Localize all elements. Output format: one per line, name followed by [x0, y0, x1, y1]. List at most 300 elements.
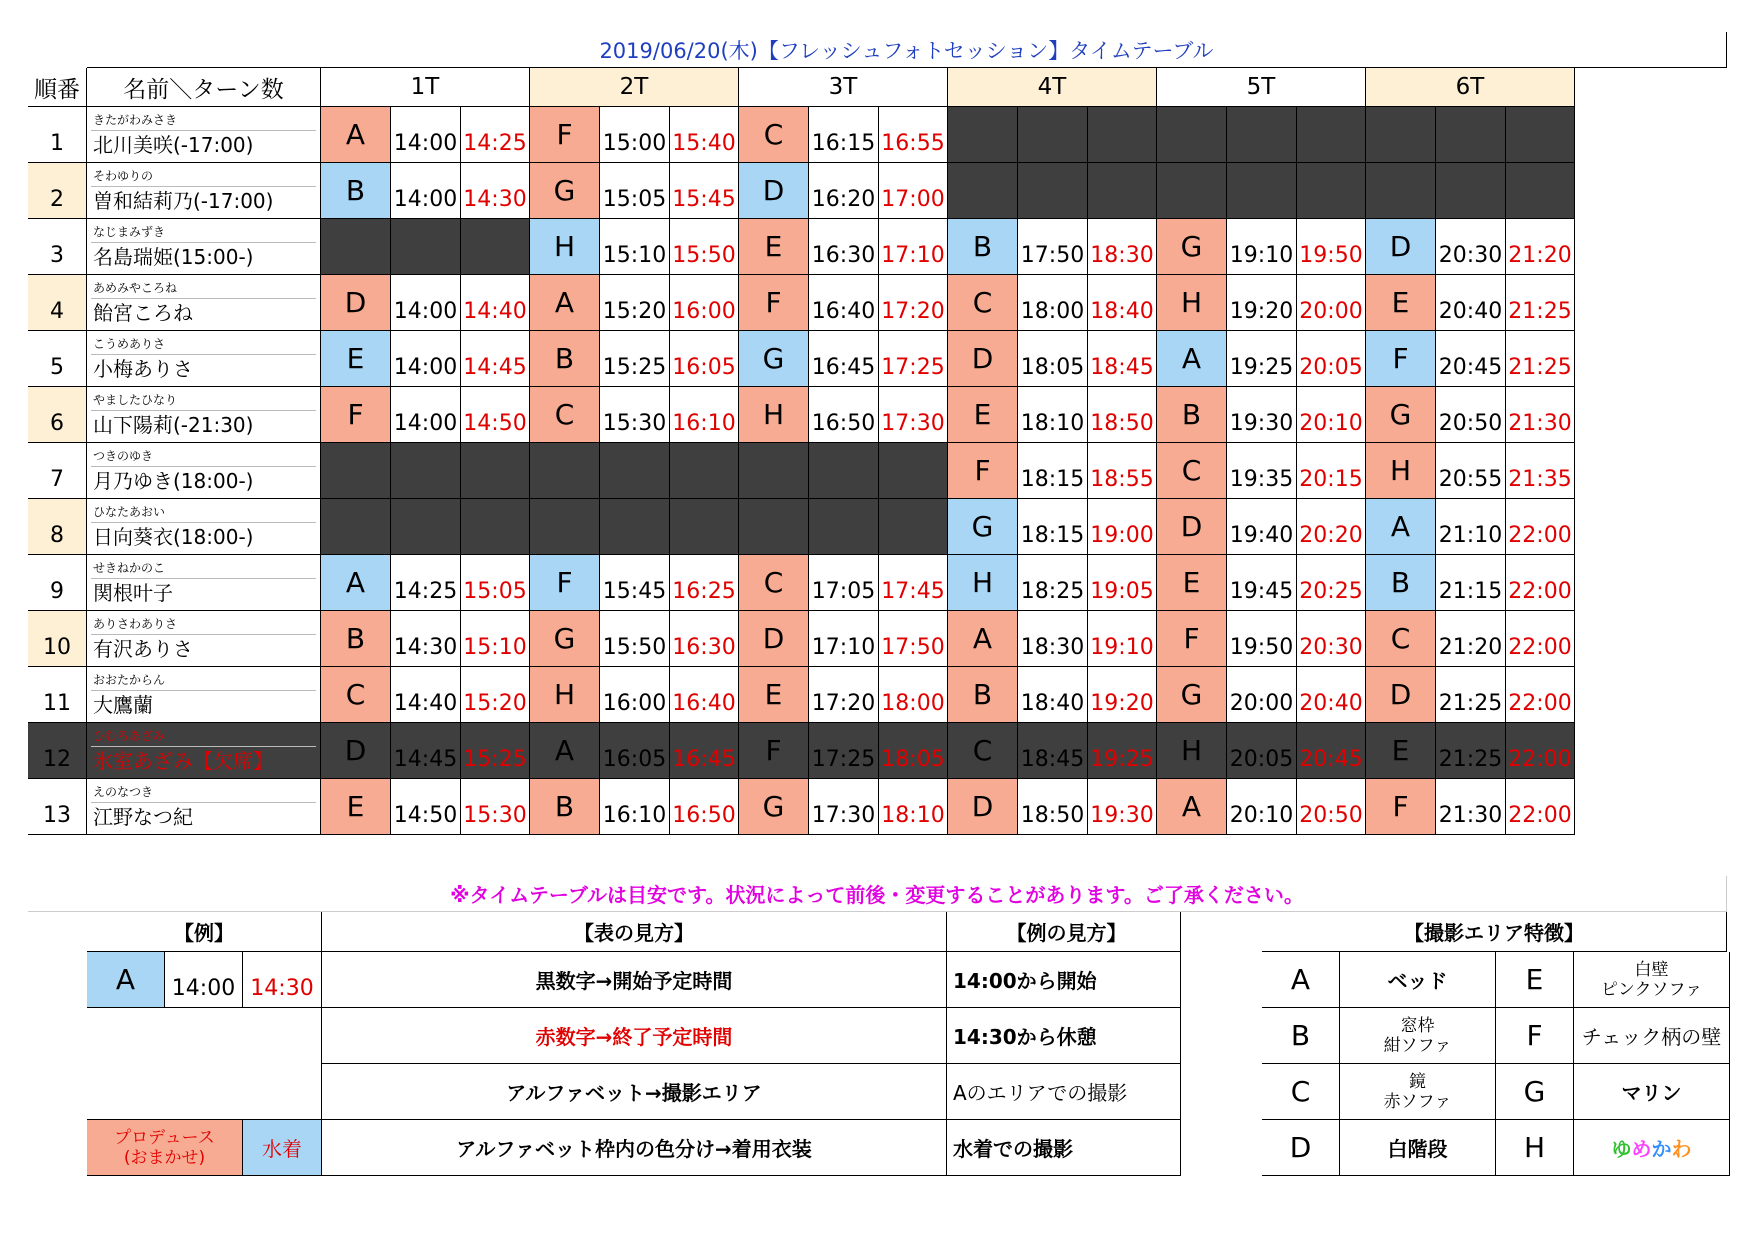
slot-start-time: 20:05	[1227, 723, 1297, 779]
row-name	[87, 275, 321, 331]
row-furigana: えのなつき	[93, 785, 154, 799]
row-performer-name: 大鷹蘭	[93, 693, 153, 717]
slot-area-letter: E	[739, 219, 809, 275]
slot-end-time: 21:35	[1506, 443, 1575, 499]
blocked-slot	[461, 219, 530, 275]
row-name	[87, 219, 321, 275]
row-number: 10	[28, 611, 87, 667]
slot-start-time: 20:10	[1227, 779, 1297, 835]
slot-area-letter: H	[1157, 723, 1227, 779]
slot-end-time: 22:00	[1506, 723, 1575, 779]
slot-area-letter: H	[1157, 275, 1227, 331]
slot-end-time: 16:40	[670, 667, 739, 723]
row-furigana: そわゆりの	[93, 169, 154, 183]
slot-area-letter: G	[739, 331, 809, 387]
slot-area-letter: D	[948, 331, 1018, 387]
row-name	[87, 331, 321, 387]
blocked-slot	[809, 443, 879, 499]
slot-area-letter: F	[1366, 331, 1436, 387]
header-order: 順番	[28, 68, 87, 107]
slot-start-time: 15:45	[600, 555, 670, 611]
slot-area-letter: B	[948, 219, 1018, 275]
slot-area-letter: A	[1157, 779, 1227, 835]
legend-how-to-read-header: 【表の見方】	[322, 912, 947, 952]
slot-area-letter: B	[948, 667, 1018, 723]
slot-end-time: 17:20	[879, 275, 948, 331]
row-name	[87, 723, 321, 779]
row-furigana: おおたからん	[93, 673, 166, 687]
slot-area-letter: D	[1157, 499, 1227, 555]
slot-end-time: 19:20	[1088, 667, 1157, 723]
slot-area-letter: G	[1366, 387, 1436, 443]
slot-start-time: 16:15	[809, 107, 879, 163]
slot-start-time: 14:00	[391, 163, 461, 219]
slot-end-time: 14:40	[461, 275, 530, 331]
legend-produce-swatch	[87, 1120, 243, 1176]
slot-start-time: 15:10	[600, 219, 670, 275]
slot-start-time: 19:25	[1227, 331, 1297, 387]
slot-start-time: 15:05	[600, 163, 670, 219]
slot-end-time: 20:40	[1297, 667, 1366, 723]
row-number: 13	[28, 779, 87, 835]
blocked-slot	[1436, 107, 1506, 163]
slot-area-letter: A	[530, 275, 600, 331]
slot-end-time: 19:30	[1088, 779, 1157, 835]
legend-example-blank	[87, 1008, 322, 1120]
slot-end-time: 16:05	[670, 331, 739, 387]
row-furigana: ひなたあおい	[93, 505, 166, 519]
row-name	[87, 387, 321, 443]
slot-area-letter: F	[530, 107, 600, 163]
blocked-slot	[461, 443, 530, 499]
area-description: ベッド	[1340, 952, 1496, 1008]
sheet-title: 2019/06/20(木)【フレッシュフォトセッション】タイムテーブル	[87, 32, 1727, 68]
slot-area-letter: E	[1366, 275, 1436, 331]
slot-end-time: 20:25	[1297, 555, 1366, 611]
legend-example-start: 14:00	[165, 952, 243, 1008]
slot-start-time: 21:25	[1436, 723, 1506, 779]
slot-end-time: 17:45	[879, 555, 948, 611]
slot-end-time: 16:50	[670, 779, 739, 835]
slot-start-time: 14:00	[391, 107, 461, 163]
slot-area-letter: C	[321, 667, 391, 723]
slot-area-letter: H	[948, 555, 1018, 611]
slot-start-time: 20:50	[1436, 387, 1506, 443]
slot-end-time: 18:05	[879, 723, 948, 779]
slot-end-time: 16:25	[670, 555, 739, 611]
row-number: 11	[28, 667, 87, 723]
legend-swimsuit-swatch	[243, 1120, 322, 1176]
legend-produce-label: プロデュース (おまかせ)	[114, 1127, 215, 1168]
slot-start-time: 19:10	[1227, 219, 1297, 275]
slot-end-time: 20:45	[1297, 723, 1366, 779]
slot-end-time: 20:15	[1297, 443, 1366, 499]
slot-area-letter: B	[321, 163, 391, 219]
slot-area-letter: C	[739, 555, 809, 611]
slot-start-time: 19:30	[1227, 387, 1297, 443]
slot-end-time: 22:00	[1506, 667, 1575, 723]
slot-end-time: 16:30	[670, 611, 739, 667]
legend-how-to-read: 赤数字→終了予定時間	[322, 1008, 947, 1064]
legend-example-reading: Aのエリアでの撮影	[947, 1064, 1181, 1120]
slot-start-time: 21:30	[1436, 779, 1506, 835]
slot-area-letter: H	[530, 667, 600, 723]
slot-area-letter: E	[1157, 555, 1227, 611]
slot-end-time: 15:25	[461, 723, 530, 779]
blocked-slot	[600, 499, 670, 555]
header-name-turns: 名前＼ターン数	[87, 68, 321, 107]
slot-start-time: 14:00	[391, 275, 461, 331]
slot-area-letter: G	[948, 499, 1018, 555]
slot-end-time: 15:40	[670, 107, 739, 163]
slot-start-time: 16:10	[600, 779, 670, 835]
area-description-text: 白壁 ピンクソファ	[1600, 959, 1703, 1000]
slot-start-time: 16:40	[809, 275, 879, 331]
slot-start-time: 18:40	[1018, 667, 1088, 723]
slot-start-time: 16:30	[809, 219, 879, 275]
slot-end-time: 16:00	[670, 275, 739, 331]
slot-area-letter: E	[1366, 723, 1436, 779]
row-number: 1	[28, 107, 87, 163]
slot-end-time: 17:00	[879, 163, 948, 219]
slot-area-letter: D	[321, 275, 391, 331]
slot-area-letter: E	[321, 779, 391, 835]
slot-end-time: 14:30	[461, 163, 530, 219]
row-number: 7	[28, 443, 87, 499]
slot-area-letter: A	[321, 107, 391, 163]
slot-area-letter: B	[530, 779, 600, 835]
slot-start-time: 14:25	[391, 555, 461, 611]
slot-start-time: 17:10	[809, 611, 879, 667]
slot-start-time: 20:00	[1227, 667, 1297, 723]
slot-start-time: 20:55	[1436, 443, 1506, 499]
blocked-slot	[1297, 163, 1366, 219]
slot-start-time: 14:45	[391, 723, 461, 779]
blocked-slot	[321, 443, 391, 499]
blocked-slot	[391, 499, 461, 555]
slot-end-time: 18:30	[1088, 219, 1157, 275]
area-description: ゆ め か わ	[1574, 1120, 1730, 1176]
row-furigana: なじまみずき	[93, 225, 166, 239]
slot-area-letter: E	[739, 667, 809, 723]
turn-header-6: 6T	[1366, 68, 1575, 107]
slot-start-time: 20:30	[1436, 219, 1506, 275]
row-name	[87, 667, 321, 723]
slot-start-time: 19:35	[1227, 443, 1297, 499]
slot-end-time: 20:10	[1297, 387, 1366, 443]
slot-end-time: 21:30	[1506, 387, 1575, 443]
slot-end-time: 22:00	[1506, 611, 1575, 667]
slot-start-time: 18:30	[1018, 611, 1088, 667]
slot-end-time: 19:10	[1088, 611, 1157, 667]
slot-area-letter: D	[1366, 219, 1436, 275]
turn-header-3: 3T	[739, 68, 948, 107]
slot-start-time: 19:20	[1227, 275, 1297, 331]
slot-end-time: 16:55	[879, 107, 948, 163]
slot-area-letter: C	[948, 275, 1018, 331]
row-number: 12	[28, 723, 87, 779]
blocked-slot	[1297, 107, 1366, 163]
legend-how-to-read: アルファベット→撮影エリア	[322, 1064, 947, 1120]
legend-how-to-read: 黒数字→開始予定時間	[322, 952, 947, 1008]
blocked-slot	[1366, 163, 1436, 219]
slot-start-time: 19:40	[1227, 499, 1297, 555]
slot-end-time: 14:50	[461, 387, 530, 443]
slot-area-letter: H	[530, 219, 600, 275]
row-furigana: せきねかのこ	[93, 561, 166, 575]
area-description: 白階段	[1340, 1120, 1496, 1176]
slot-start-time: 18:10	[1018, 387, 1088, 443]
slot-area-letter: F	[739, 723, 809, 779]
slot-end-time: 15:20	[461, 667, 530, 723]
slot-end-time: 21:20	[1506, 219, 1575, 275]
slot-end-time: 14:25	[461, 107, 530, 163]
blocked-slot	[809, 499, 879, 555]
slot-end-time: 20:20	[1297, 499, 1366, 555]
blocked-slot	[530, 443, 600, 499]
slot-end-time: 19:05	[1088, 555, 1157, 611]
area-letter: A	[1262, 952, 1340, 1008]
slot-start-time: 17:25	[809, 723, 879, 779]
row-performer-name: 山下陽莉(-21:30)	[93, 413, 254, 437]
slot-start-time: 17:50	[1018, 219, 1088, 275]
row-performer-name: 氷室あざみ【欠席】	[93, 749, 273, 773]
slot-start-time: 17:20	[809, 667, 879, 723]
slot-area-letter: B	[530, 331, 600, 387]
slot-area-letter: G	[1157, 667, 1227, 723]
slot-area-letter: A	[321, 555, 391, 611]
slot-end-time: 14:45	[461, 331, 530, 387]
row-furigana: つきのゆき	[93, 449, 154, 463]
slot-start-time: 18:45	[1018, 723, 1088, 779]
legend-example-reading: 14:00から開始	[947, 952, 1181, 1008]
slot-end-time: 22:00	[1506, 499, 1575, 555]
area-letter: B	[1262, 1008, 1340, 1064]
row-performer-name: 名島瑞姫(15:00-)	[93, 245, 254, 269]
area-letter: E	[1496, 952, 1574, 1008]
slot-area-letter: D	[321, 723, 391, 779]
slot-area-letter: E	[948, 387, 1018, 443]
blocked-slot	[1227, 163, 1297, 219]
slot-area-letter: C	[1157, 443, 1227, 499]
slot-end-time: 18:10	[879, 779, 948, 835]
slot-start-time: 19:50	[1227, 611, 1297, 667]
slot-start-time: 15:20	[600, 275, 670, 331]
slot-start-time: 15:30	[600, 387, 670, 443]
row-name	[87, 611, 321, 667]
row-number: 6	[28, 387, 87, 443]
blocked-slot	[1018, 163, 1088, 219]
slot-area-letter: B	[321, 611, 391, 667]
row-number: 4	[28, 275, 87, 331]
slot-start-time: 18:05	[1018, 331, 1088, 387]
slot-end-time: 21:25	[1506, 275, 1575, 331]
area-description	[1574, 952, 1730, 1008]
area-letter: G	[1496, 1064, 1574, 1120]
blocked-slot	[1157, 107, 1227, 163]
blocked-slot	[739, 443, 809, 499]
blocked-slot	[600, 443, 670, 499]
slot-area-letter: A	[1157, 331, 1227, 387]
slot-end-time: 19:25	[1088, 723, 1157, 779]
slot-end-time: 18:40	[1088, 275, 1157, 331]
slot-area-letter: F	[948, 443, 1018, 499]
slot-start-time: 14:00	[391, 387, 461, 443]
legend-how-to-read: アルファベット枠内の色分け→着用衣装	[322, 1120, 947, 1176]
blocked-slot	[321, 219, 391, 275]
slot-start-time: 14:40	[391, 667, 461, 723]
slot-area-letter: F	[530, 555, 600, 611]
slot-end-time: 17:10	[879, 219, 948, 275]
slot-start-time: 15:50	[600, 611, 670, 667]
slot-end-time: 15:05	[461, 555, 530, 611]
blocked-slot	[391, 443, 461, 499]
slot-area-letter: H	[1366, 443, 1436, 499]
slot-end-time: 18:45	[1088, 331, 1157, 387]
slot-start-time: 21:15	[1436, 555, 1506, 611]
area-description	[1340, 1064, 1496, 1120]
row-name	[87, 499, 321, 555]
slot-area-letter: A	[948, 611, 1018, 667]
slot-start-time: 16:50	[809, 387, 879, 443]
slot-start-time: 21:20	[1436, 611, 1506, 667]
slot-area-letter: B	[1157, 387, 1227, 443]
legend-example-area: A	[87, 952, 165, 1008]
row-performer-name: 小梅ありさ	[93, 357, 193, 381]
slot-end-time: 21:25	[1506, 331, 1575, 387]
slot-area-letter: H	[739, 387, 809, 443]
slot-end-time: 19:00	[1088, 499, 1157, 555]
slot-area-letter: G	[739, 779, 809, 835]
area-description: マリン	[1574, 1064, 1730, 1120]
slot-area-letter: A	[530, 723, 600, 779]
slot-start-time: 17:30	[809, 779, 879, 835]
slot-start-time: 15:00	[600, 107, 670, 163]
slot-area-letter: F	[1366, 779, 1436, 835]
slot-start-time: 16:20	[809, 163, 879, 219]
slot-start-time: 20:45	[1436, 331, 1506, 387]
slot-area-letter: F	[1157, 611, 1227, 667]
turn-header-1: 1T	[321, 68, 530, 107]
slot-area-letter: F	[739, 275, 809, 331]
slot-start-time: 17:05	[809, 555, 879, 611]
slot-end-time: 19:50	[1297, 219, 1366, 275]
row-performer-name: 有沢ありさ	[93, 637, 193, 661]
slot-end-time: 15:30	[461, 779, 530, 835]
slot-area-letter: C	[739, 107, 809, 163]
blocked-slot	[1436, 163, 1506, 219]
slot-end-time: 15:10	[461, 611, 530, 667]
slot-area-letter: D	[1366, 667, 1436, 723]
row-furigana: やましたひなり	[93, 393, 178, 407]
row-name	[87, 107, 321, 163]
slot-end-time: 15:45	[670, 163, 739, 219]
slot-start-time: 14:50	[391, 779, 461, 835]
slot-area-letter: F	[321, 387, 391, 443]
area-description-text: 窓枠 紺ソファ	[1383, 1015, 1452, 1056]
blocked-slot	[321, 499, 391, 555]
row-furigana: ありさわありさ	[93, 617, 178, 631]
legend-example-reading: 水着での撮影	[947, 1120, 1181, 1176]
slot-area-letter: C	[530, 387, 600, 443]
slot-start-time: 18:00	[1018, 275, 1088, 331]
turn-header-5: 5T	[1157, 68, 1366, 107]
area-description	[1340, 1008, 1496, 1064]
blocked-slot	[879, 443, 948, 499]
slot-end-time: 18:00	[879, 667, 948, 723]
slot-end-time: 17:50	[879, 611, 948, 667]
slot-start-time: 16:05	[600, 723, 670, 779]
slot-area-letter: E	[321, 331, 391, 387]
row-performer-name: 関根叶子	[93, 581, 173, 605]
slot-area-letter: C	[948, 723, 1018, 779]
row-furigana: こうめありさ	[93, 337, 166, 351]
slot-area-letter: D	[739, 163, 809, 219]
legend-example-header: 【例】	[87, 912, 322, 952]
area-letter: C	[1262, 1064, 1340, 1120]
slot-start-time: 18:25	[1018, 555, 1088, 611]
blocked-slot	[1227, 107, 1297, 163]
slot-end-time: 20:00	[1297, 275, 1366, 331]
blocked-slot	[1018, 107, 1088, 163]
blocked-slot	[1088, 107, 1157, 163]
slot-start-time: 18:15	[1018, 443, 1088, 499]
slot-start-time: 21:25	[1436, 667, 1506, 723]
slot-start-time: 16:00	[600, 667, 670, 723]
slot-end-time: 18:50	[1088, 387, 1157, 443]
blocked-slot	[670, 499, 739, 555]
slot-start-time: 15:25	[600, 331, 670, 387]
blocked-slot	[739, 499, 809, 555]
row-name	[87, 779, 321, 835]
slot-start-time: 18:15	[1018, 499, 1088, 555]
row-performer-name: 曽和結莉乃(-17:00)	[93, 189, 274, 213]
row-number: 3	[28, 219, 87, 275]
area-features-header: 【撮影エリア特徴】	[1262, 912, 1727, 952]
slot-area-letter: C	[1366, 611, 1436, 667]
turn-header-2: 2T	[530, 68, 739, 107]
slot-end-time: 20:05	[1297, 331, 1366, 387]
blocked-slot	[1506, 107, 1575, 163]
blocked-slot	[391, 219, 461, 275]
slot-start-time: 19:45	[1227, 555, 1297, 611]
slot-start-time: 16:45	[809, 331, 879, 387]
slot-start-time: 20:40	[1436, 275, 1506, 331]
row-performer-name: 江野なつ紀	[93, 805, 193, 829]
blocked-slot	[948, 163, 1018, 219]
row-performer-name: 月乃ゆき(18:00-)	[93, 469, 254, 493]
slot-start-time: 14:30	[391, 611, 461, 667]
row-performer-name: 日向葵衣(18:00-)	[93, 525, 254, 549]
slot-end-time: 20:30	[1297, 611, 1366, 667]
blocked-slot	[1088, 163, 1157, 219]
legend-example-end: 14:30	[243, 952, 322, 1008]
slot-area-letter: B	[1366, 555, 1436, 611]
area-description: チェック柄の壁	[1574, 1008, 1730, 1064]
row-furigana: あめみやころね	[93, 281, 178, 295]
slot-end-time: 22:00	[1506, 555, 1575, 611]
row-name	[87, 163, 321, 219]
slot-end-time: 17:25	[879, 331, 948, 387]
blocked-slot	[1366, 107, 1436, 163]
turn-header-4: 4T	[948, 68, 1157, 107]
row-number: 8	[28, 499, 87, 555]
legend-example-reading-header: 【例の見方】	[947, 912, 1181, 952]
slot-area-letter: G	[530, 163, 600, 219]
area-description-text: 鏡 赤ソファ	[1383, 1071, 1452, 1112]
slot-start-time: 21:10	[1436, 499, 1506, 555]
legend-swimsuit-label: 水着	[262, 1137, 302, 1161]
